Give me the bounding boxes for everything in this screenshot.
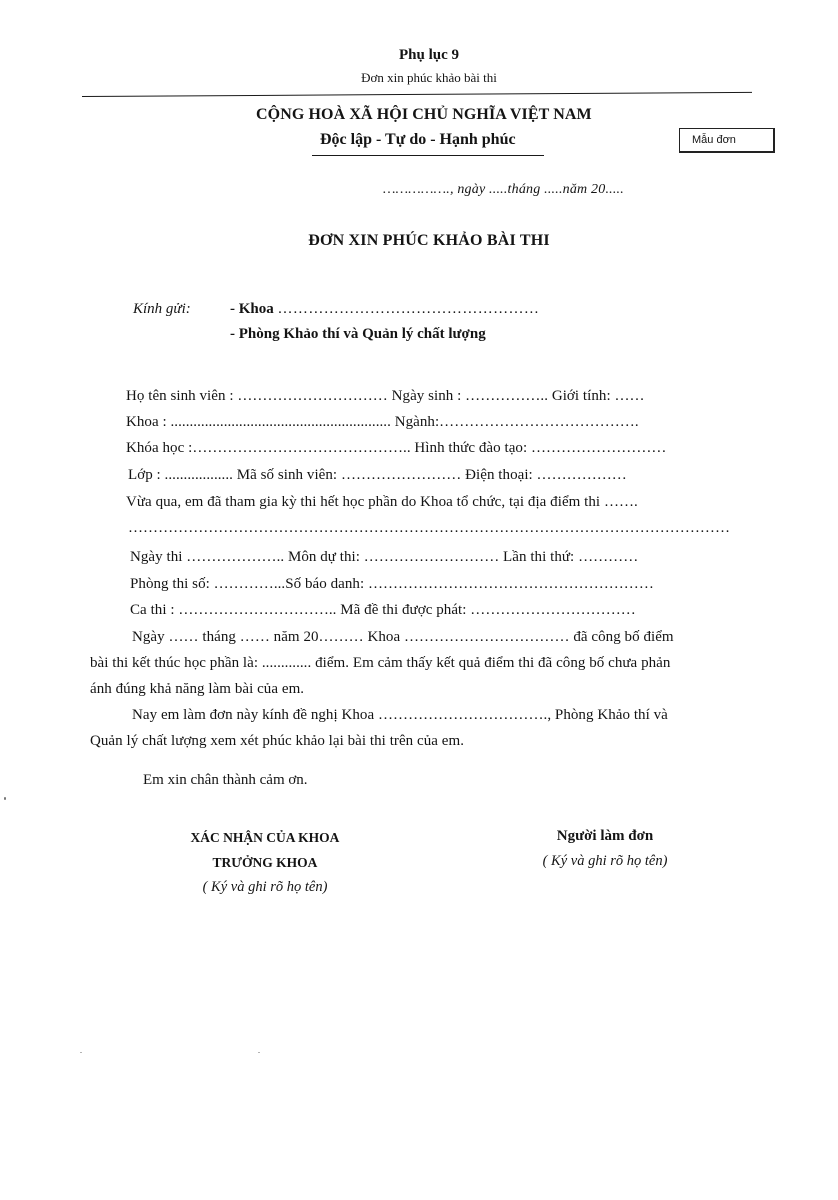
field-row-room-candidate: Phòng thi số: …………...Số báo danh: ………………………………………………… [130, 576, 654, 592]
field-row-student-info: Họ tên sinh viên : ………………………… Ngày sinh : …………….. Giới tính: …… [126, 388, 645, 404]
field-row-class-id-phone: Lớp : .................. Mã số sinh viên: …………………… Điện thoại: ……………… [128, 467, 627, 483]
appendix-title: Phụ lục 9 [398, 47, 459, 63]
faculty-sign-instruction: ( Ký và ghi rõ họ tên) [202, 879, 328, 895]
place-date-line: ……………., ngày .....tháng .....năm 20..... [383, 182, 624, 197]
header-divider [82, 92, 752, 97]
faculty-confirmation-heading: XÁC NHẬN CỦA KHOA [190, 830, 340, 845]
applicant-heading: Người làm đơn [556, 828, 654, 844]
scan-speck [258, 1052, 260, 1053]
recipient-label: Kính gửi: [133, 301, 191, 317]
national-name: CỘNG HOÀ XÃ HỘI CHỦ NGHĨA VIỆT NAM [256, 106, 592, 123]
closing-thanks: Em xin chân thành cảm ơn. [143, 772, 308, 788]
recipient-faculty-blank: …………………………………………… [277, 301, 540, 317]
scan-speck [80, 1052, 82, 1053]
field-row-exam-date-subject: Ngày thi ……………….. Môn dự thi: ……………………… Lần thi thứ: ………… [130, 549, 639, 565]
paragraph-request-line-2: Quản lý chất lượng xem xét phúc khảo lại bài thi trên của em. [90, 733, 464, 749]
document-title: ĐƠN XIN PHÚC KHẢO BÀI THI [308, 232, 550, 249]
field-row-faculty-major: Khoa : .......................................................... Ngành:…………………………………. [126, 414, 639, 430]
recipient-faculty-label: - Khoa [230, 301, 278, 317]
field-row-exam-location: Vừa qua, em đã tham gia kỳ thi hết học phần do Khoa tổ chức, tại địa điểm thi ……. [126, 494, 638, 510]
paragraph-result-line-2: bài thi kết thúc học phần là: ............. điểm. Em cảm thấy kết quả điểm thi đã công bố chưa phản [90, 655, 671, 671]
recipient-quality-office: - Phòng Khảo thí và Quản lý chất lượng [230, 326, 486, 342]
applicant-sign-instruction: ( Ký và ghi rõ họ tên) [542, 853, 668, 869]
field-row-course-training: Khóa học :…………………………………….. Hình thức đào tạo: ……………………… [126, 440, 667, 456]
paragraph-result-line-3: ánh đúng khả năng làm bài của em. [90, 681, 305, 697]
paragraph-result-line-1: Ngày …… tháng …… năm 20……… Khoa …………………………… đã công bố điểm [132, 629, 674, 645]
faculty-head-title: TRƯỞNG KHOA [212, 855, 318, 870]
national-motto: Độc lập - Tự do - Hạnh phúc [320, 131, 516, 148]
form-template-badge: Mẫu đơn [679, 128, 775, 153]
field-row-exam-location-cont: ………………………………………………………………………………………………………… [128, 520, 730, 536]
recipient-faculty [230, 301, 539, 318]
appendix-subtitle: Đơn xin phúc khảo bài thi [361, 70, 497, 85]
field-row-shift-code: Ca thi : ………………………….. Mã đề thi được phát: …………………………… [130, 602, 636, 618]
paragraph-request-line-1: Nay em làm đơn này kính đề nghị Khoa ……………………………., Phòng Khảo thí và [132, 707, 668, 723]
motto-underline [312, 155, 544, 156]
scan-speck [4, 797, 6, 800]
